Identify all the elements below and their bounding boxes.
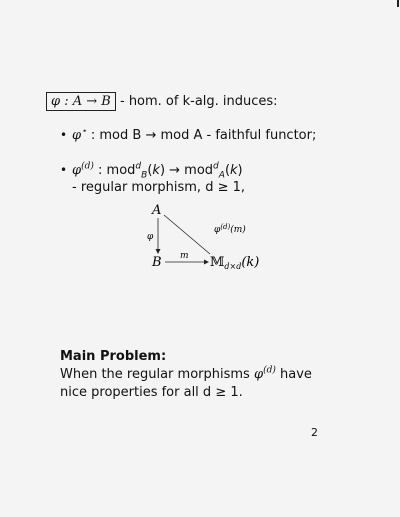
diagram-label-vertical: φ: [147, 232, 154, 242]
bullet-dot: •: [60, 163, 68, 177]
diagram-node-bottom: B: [152, 255, 162, 270]
diagram-node-right: [210, 255, 259, 271]
page-number: 2: [311, 426, 318, 439]
problem-line-2: nice properties for all d ≥ 1.: [60, 385, 243, 400]
commutative-diagram: [146, 202, 286, 272]
bullet-item-1: [60, 127, 316, 144]
bullet-2-continuation: - regular morphism, d ≥ 1,: [72, 180, 246, 195]
bullet-item-2: • $\varphi^{(d)}$ : mod$^d_B$(k) → mod$^d_A$(k): [60, 161, 243, 181]
diagram-node-top: A: [152, 203, 162, 218]
diagram-label-diagonal: [214, 223, 246, 235]
problem-line-1: When the regular morphisms $\varphi^{(d)}$ have: [60, 365, 312, 382]
bullet-2-lead: $\varphi^{(d)}$: [72, 161, 94, 178]
diagram-node-right-tail: (k): [241, 255, 260, 270]
diagram-label-diagonal-sup: (d): [220, 223, 231, 231]
diagram-node-right-sub: d×d: [224, 262, 242, 271]
diagram-label-horizontal: m: [180, 251, 189, 261]
bullet-1-lead: φ⋆: [72, 126, 87, 143]
homomorphism-box: φ : A → B: [46, 92, 116, 111]
bullet-1-body: : mod B → mod A - faithful functor;: [86, 128, 317, 143]
statement-line: [46, 92, 278, 111]
diagram-label-diagonal-tail: (m): [230, 225, 246, 235]
diagram-node-right-M: 𝕄: [210, 255, 225, 270]
diagram-label-diagonal-phi: φ: [214, 225, 221, 235]
statement-text: - hom. of k-alg. induces:: [115, 94, 278, 109]
problem-heading: Main Problem:: [60, 349, 167, 364]
bullet-dot: •: [60, 128, 68, 142]
corner-mark: [397, 0, 399, 7]
